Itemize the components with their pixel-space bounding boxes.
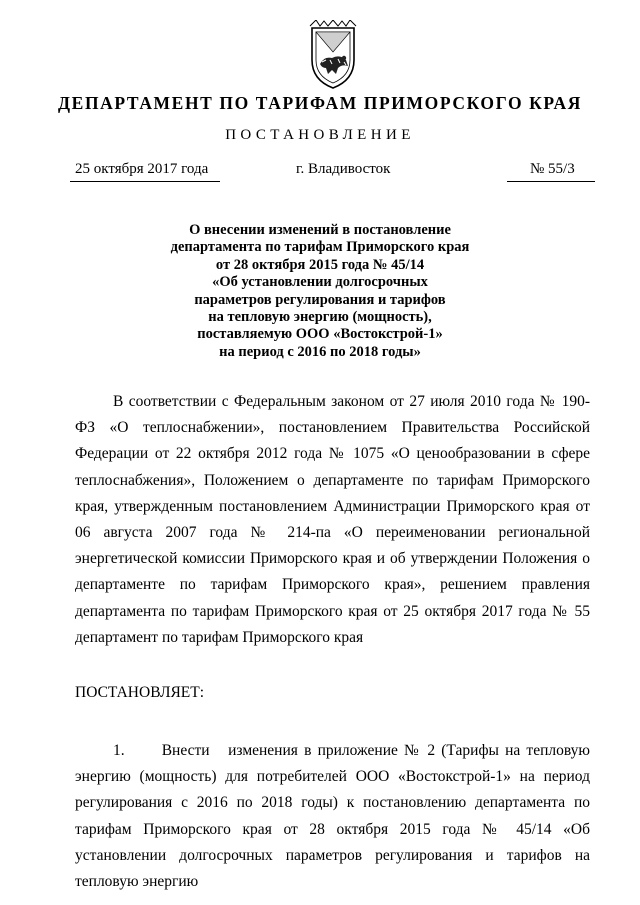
document-city: г. Владивосток xyxy=(296,161,391,177)
title-line: поставляемую ООО «Востокстрой-1» xyxy=(197,326,443,343)
document-type: ПОСТАНОВЛЕНИЕ xyxy=(225,127,415,143)
document-title xyxy=(150,222,490,361)
primorsky-krai-coat-of-arms-icon xyxy=(302,20,364,92)
document-number: № 55/3 xyxy=(530,161,575,177)
title-line: «Об установлении долгосрочных xyxy=(212,274,428,291)
title-line: параметров регулирования и тарифов xyxy=(194,291,446,308)
document-date: 25 октября 2017 года xyxy=(75,161,209,177)
item-1-paragraph: 1. Внести изменения в приложение № 2 (Тарифы на тепловую энергию (мощность) для потребителей ООО «Востокстрой-1» на период регулирования с 2016 по 2018 годы) к постановлению департамента по тарифам Приморского края от 28 октября 2015 года № 45/14 «Об установлении долгосрочных параметров регулирования и тарифов на тепловую энергию xyxy=(75,742,594,891)
number-underline xyxy=(507,181,595,182)
preamble-paragraph: В соответствии с Федеральным законом от 27 июля 2010 года № 190-ФЗ «О теплоснабжении», постановлением Правительства Российской Федерации от 22 октября 2012 года № 1075 «О ценообразовании в сфере теплоснабжения», Положением о департаменте по тарифам Приморского края, утвержденным постановлением Администрации Приморского края от 06 августа 2007 года № 214-па «О переименовании региональной энергетической комиссии Приморского края и об утверждении Положения о департаменте по тарифам Приморского края», решением правления департамента по тарифам Приморского края от 25 октября 2017 года № 55 департамент по тарифам Приморского края xyxy=(75,393,590,646)
title-line: на тепловую энергию (мощность), xyxy=(208,309,432,326)
title-line: департамента по тарифам Приморского края xyxy=(170,239,470,256)
title-line: на период с 2016 по 2018 годы» xyxy=(219,343,421,360)
date-underline xyxy=(70,181,220,182)
title-line: от 28 октября 2015 года № 45/14 xyxy=(215,256,425,273)
title-line: О внесении изменений в постановление xyxy=(189,222,451,238)
department-name: ДЕПАРТАМЕНТ ПО ТАРИФАМ ПРИМОРСКОГО КРАЯ xyxy=(58,93,582,113)
decree-word: ПОСТАНОВЛЯЕТ: xyxy=(75,684,205,701)
